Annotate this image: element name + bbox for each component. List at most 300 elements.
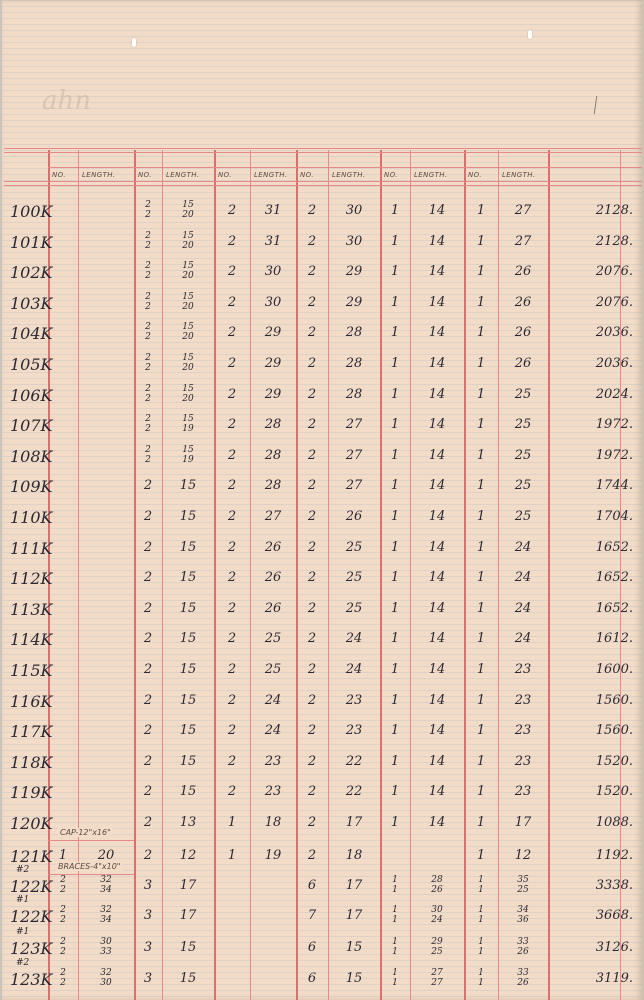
cell-sn: 1 [476,662,486,677]
cell-sn: 1 [476,600,486,616]
row-total-feet-bm: 3338. [595,878,633,893]
cell-pbl-top: 15 [182,383,194,394]
cell-cl: 14 [428,417,446,433]
cell-p8n: 2 [227,325,237,341]
cell-pbn: 2 [143,600,153,616]
cell-pbn: 2 [143,631,153,647]
row-total-feet-bm: 2076. [595,294,633,310]
cell-cl: 14 [428,753,446,769]
cell-bl-top: 32 [100,905,112,915]
cell-pbl: 15 [179,723,197,739]
cell-p8l: 30 [264,294,282,310]
cell-pbl: 15 [179,509,197,524]
cell-sl-bottom: 25 [517,885,529,895]
cell-cl-top: 27 [431,968,443,978]
cell-p8n: 2 [227,662,237,677]
cell-pbl-top: 15 [182,261,194,272]
punch-hole [132,38,136,47]
cell-pbn: 2 [143,570,153,586]
cell-p8n: 2 [227,233,237,249]
cell-pbn: 2 [143,784,153,800]
cell-cn-top: 1 [392,905,398,915]
cell-p12l: 15 [345,971,363,986]
cell-sn: 1 [476,417,486,433]
cell-sl: 17 [514,815,532,830]
cell-p12n: 2 [307,294,317,310]
cell-p12l: 17 [345,815,363,830]
cell-cn: 1 [390,203,400,218]
cell-p12l: 24 [345,631,363,647]
cell-pbn: 3 [143,908,153,923]
cell-pbn-top: 2 [145,383,151,394]
header-no: NO. [218,171,232,179]
cell-pbn-top: 2 [145,261,151,272]
header-length: LENGTH. [502,171,536,179]
cell-cn-bottom: 1 [392,915,398,925]
cell-sn: 1 [476,570,486,586]
cell-sl: 24 [514,631,532,647]
cell-p12n: 2 [307,815,317,830]
cell-p12n: 2 [307,692,317,708]
cell-p12n: 2 [307,386,317,402]
cell-p12l: 25 [345,570,363,586]
row-total-feet-bm: 1520. [595,753,633,769]
header-rule-bottom [4,181,642,186]
cell-pbl-top: 15 [182,322,194,333]
cell-p12l: 25 [345,539,363,555]
cell-pbl-top: 15 [182,291,194,302]
cell-p12l: 22 [345,784,363,800]
cell-cl: 14 [428,692,446,708]
row-total-feet-bm: 3119. [595,971,633,986]
cell-cn-bottom: 1 [392,978,398,988]
cell-pbn: 2 [143,815,153,830]
cell-p12n: 6 [307,940,317,955]
cell-pbn: 2 [143,662,153,677]
cell-cl: 14 [428,447,446,463]
cell-cn: 1 [390,723,400,739]
row-total-feet-bm: 1704. [595,509,633,524]
cell-cn-bottom: 1 [392,947,398,957]
cell-p12n: 2 [307,478,317,494]
cell-pbl-bottom: 19 [182,454,194,465]
cell-pbl: 15 [179,600,197,616]
cell-sl: 24 [514,539,532,555]
cell-cn: 1 [390,386,400,402]
cell-p12n: 6 [307,971,317,986]
cell-pbn-top: 2 [145,414,151,425]
cell-p12n: 2 [307,600,317,616]
cell-cl: 14 [428,784,446,800]
cell-pbn-bottom: 2 [145,424,151,435]
cell-sl: 27 [514,233,532,249]
header-no: NO. [138,171,152,179]
cell-sl: 26 [514,294,532,310]
cell-pbn-bottom: 2 [145,393,151,404]
bent-number: 103K [10,293,53,313]
cell-bl-top: 32 [100,875,112,885]
cell-cl: 14 [428,264,446,280]
cell-pbn: 2 [143,692,153,708]
cell-sn-top: 1 [478,968,484,978]
cell-sn: 1 [476,723,486,739]
cell-sn: 1 [476,233,486,249]
cell-cl: 14 [428,631,446,647]
cell-p8n: 1 [227,815,237,830]
bent-prefix: #2 [16,958,30,968]
cell-sl: 25 [514,447,532,463]
cell-pbn: 3 [143,971,153,986]
cell-cl: 14 [428,478,446,494]
cell-cn: 1 [390,509,400,524]
cell-cn: 1 [390,325,400,341]
cell-p8n: 2 [227,692,237,708]
row-total-feet-bm: 1192. [595,848,633,863]
column-rule [548,150,550,1000]
row-total-feet-bm: 1088. [595,815,633,830]
cell-pbl-bottom: 19 [182,424,194,435]
cell-p12l: 15 [345,940,363,955]
cell-p8n: 2 [227,203,237,218]
row-total-feet-bm: 1560. [595,723,633,739]
cell-pbl: 15 [179,631,197,647]
bent-number: 106K [10,385,53,405]
cell-p12n: 2 [307,784,317,800]
cell-p12l: 28 [345,386,363,402]
cell-sn: 1 [476,478,486,494]
cell-p8l: 26 [264,539,282,555]
cell-pbl: 15 [179,784,197,800]
cell-p8l: 28 [264,478,282,494]
cell-sn: 1 [476,447,486,463]
bent-number: 123K [10,970,53,989]
cell-cn: 1 [390,417,400,433]
row-total-feet-bm: 1652. [595,539,633,555]
bent-number: 111K [10,538,53,558]
cell-p12l: 22 [345,753,363,769]
cell-sl: 26 [514,325,532,341]
header-length: LENGTH. [414,171,448,179]
subheader-cap: CAP-12"x16" [60,828,111,837]
cell-sn: 1 [476,264,486,280]
cell-p12l: 17 [345,878,363,893]
column-rule [380,150,382,1000]
cell-pbl: 17 [179,878,197,893]
cell-sl-top: 34 [517,905,529,915]
cell-sn: 1 [476,325,486,341]
punch-hole [528,30,532,39]
cell-cl: 14 [428,570,446,586]
bent-number: 102K [10,263,53,283]
header-length: LENGTH. [332,171,366,179]
cell-p8n: 2 [227,631,237,647]
bent-prefix: #1 [16,895,30,905]
cell-bl-bottom: 30 [100,978,112,988]
bent-number: 122K [10,907,53,926]
cell-sl: 25 [514,386,532,402]
cell-sn: 1 [476,753,486,769]
cell-p12l: 17 [345,908,363,923]
cell-pbn-bottom: 2 [145,454,151,465]
cell-pbl-bottom: 20 [182,393,194,404]
cell-p12n: 2 [307,662,317,677]
cell-pbl-top: 15 [182,444,194,455]
cell-cl-bottom: 27 [431,978,443,988]
cell-cn: 1 [390,539,400,555]
bent-number: 114K [10,630,53,650]
cell-p12l: 29 [345,294,363,310]
column-rule [410,150,411,1000]
cell-p8n: 1 [227,848,237,863]
cell-p8n: 2 [227,386,237,402]
row-total-feet-bm: 2128. [595,233,633,249]
cell-p12n: 2 [307,509,317,524]
cell-sn-top: 1 [478,875,484,885]
cell-p8l: 24 [264,723,282,739]
cell-p8l: 25 [264,631,282,647]
cell-pbl: 12 [179,848,197,863]
cell-sn: 1 [476,815,486,830]
row-total-feet-bm: 1972. [595,417,633,433]
cell-p8l: 28 [264,447,282,463]
header-no: NO. [468,171,482,179]
cell-cn-top: 1 [392,968,398,978]
cell-pbn-bottom: 2 [145,271,151,282]
bent-number: 105K [10,355,53,374]
cell-pbn-bottom: 2 [145,363,151,373]
bent-number: 112K [10,569,53,589]
cell-p12n: 2 [307,203,317,218]
cell-bl-bottom: 34 [100,885,112,895]
cell-cl: 14 [428,233,446,249]
column-rule [78,150,79,1000]
cell-sl: 27 [514,203,532,218]
column-rule [250,150,251,1000]
cell-cn: 1 [390,478,400,494]
cell-pbn-bottom: 2 [145,240,151,251]
cell-pbn: 2 [143,848,153,863]
cell-p12l: 27 [345,417,363,433]
cell-p8l: 24 [264,692,282,708]
row-total-feet-bm: 1612. [595,631,633,647]
cell-p12n: 2 [307,233,317,249]
bent-number: 119K [10,783,53,803]
cell-sl-bottom: 36 [517,915,529,925]
cell-p8n: 2 [227,539,237,555]
row-total-feet-bm: 1744. [595,478,633,494]
cell-sl: 12 [514,848,532,863]
cell-sl-top: 33 [517,968,529,978]
cell-sn-bottom: 1 [478,947,484,957]
cell-p8l: 19 [264,848,282,863]
cell-sn: 1 [476,784,486,800]
cell-bl-bottom: 34 [100,915,112,925]
cell-p8l: 26 [264,600,282,616]
cell-p12n: 2 [307,325,317,341]
bent-number: 117K [10,722,53,742]
bent-number: 108K [10,446,53,466]
cell-sl-bottom: 26 [517,978,529,988]
cell-pbn-top: 2 [145,322,151,333]
cell-bn-top: 2 [60,905,66,915]
cell-pbn-bottom: 2 [145,301,151,312]
row-total-feet-bm: 1560. [595,692,633,708]
cell-p8l: 31 [264,203,282,218]
cell-p8n: 2 [227,784,237,800]
cell-sl: 23 [514,692,532,708]
cell-cl: 14 [428,723,446,739]
bent-number: 100K [10,202,53,221]
cell-p8l: 27 [264,509,282,524]
bent-number: 122K [10,877,53,896]
cell-p12n: 2 [307,539,317,555]
row-total-feet-bm: 1972. [595,447,633,463]
cell-pbl: 15 [179,662,197,677]
bent-prefix: #2 [16,865,30,875]
cell-sn-top: 1 [478,937,484,947]
cell-pbl: 15 [179,971,197,986]
cell-pbl: 15 [179,753,197,769]
cell-sl: 23 [514,723,532,739]
cell-bn-bottom: 2 [60,915,66,925]
cell-pbl-top: 15 [182,230,194,241]
cell-sn: 1 [476,692,486,708]
cell-p12n: 2 [307,753,317,769]
cell-p8n: 2 [227,753,237,769]
cell-pbl-top: 15 [182,353,194,363]
cell-cl: 14 [428,600,446,616]
cell-pbl-bottom: 20 [182,271,194,282]
cell-sn: 1 [476,509,486,524]
cell-pbl-bottom: 20 [182,301,194,312]
header-rule-top [4,148,642,153]
subheader-braces: BRACES-4"x10" [58,862,121,871]
bent-number: 109K [10,477,53,497]
cell-pbl-top: 15 [182,200,194,210]
cell-p12n: 6 [307,878,317,893]
cell-cn: 1 [390,784,400,800]
cell-p12l: 23 [345,723,363,739]
cell-pbl: 15 [179,570,197,586]
cell-pbn-top: 2 [145,230,151,241]
cell-sn: 1 [476,539,486,555]
cell-sl-top: 35 [517,875,529,885]
ledger-sheet [2,0,642,1000]
row-total-feet-bm: 1652. [595,570,633,586]
column-rule [498,150,499,1000]
cell-pbn: 3 [143,940,153,955]
cell-sn: 1 [476,294,486,310]
cell-bl: 20 [97,848,115,863]
cell-p8l: 29 [264,386,282,402]
cell-pbn-top: 2 [145,200,151,210]
cell-p8n: 2 [227,509,237,524]
cell-p12l: 27 [345,447,363,463]
cell-bl-top: 30 [100,937,112,947]
cell-sl: 23 [514,753,532,769]
column-rule [328,150,329,1000]
cell-cl-bottom: 25 [431,947,443,957]
cell-cl-bottom: 24 [431,915,443,925]
cell-bn: 1 [58,848,68,863]
bent-number: 121K [10,847,53,866]
cell-sl: 25 [514,478,532,494]
row-total-feet-bm: 3668. [595,908,633,923]
cell-p12n: 2 [307,447,317,463]
cell-pbl-bottom: 20 [182,240,194,251]
bent-number: 113K [10,599,53,619]
header-length: LENGTH. [254,171,288,179]
cell-p8l: 26 [264,570,282,586]
cell-cl-bottom: 26 [431,885,443,895]
cell-p12l: 29 [345,264,363,280]
row-total-feet-bm: 2036. [595,325,633,341]
cell-p12n: 2 [307,264,317,280]
cell-cl: 14 [428,386,446,402]
bent-number: 101K [10,232,53,252]
header-length: LENGTH. [166,171,200,179]
cell-sl: 24 [514,570,532,586]
cell-p8n: 2 [227,447,237,463]
bent-number: 104K [10,324,53,344]
row-total-feet-bm: 2076. [595,264,633,280]
cell-p8l: 25 [264,662,282,677]
cell-bl-top: 32 [100,968,112,978]
cell-p8l: 23 [264,784,282,800]
bent-number: 107K [10,416,53,436]
cell-sl: 24 [514,600,532,616]
cell-p12l: 28 [345,325,363,341]
cell-sl: 23 [514,662,532,677]
cell-pbn-top: 2 [145,291,151,302]
cell-p8n: 2 [227,570,237,586]
cell-sn: 1 [476,203,486,218]
cell-cl: 14 [428,662,446,677]
cell-cl-top: 29 [431,937,443,947]
cell-pbl: 15 [179,692,197,708]
cell-sn-bottom: 1 [478,978,484,988]
cell-p12l: 30 [345,233,363,249]
cell-cl: 14 [428,539,446,555]
cell-sn-bottom: 1 [478,915,484,925]
cell-cn: 1 [390,294,400,310]
cell-cl-top: 28 [431,875,443,885]
cell-p12n: 2 [307,848,317,863]
cell-pbn-top: 2 [145,444,151,455]
cell-sn: 1 [476,631,486,647]
row-total-feet-bm: 3126. [595,940,633,955]
cell-sn: 1 [476,356,486,371]
bent-number: 123K [10,939,53,958]
cell-sn: 1 [476,386,486,402]
cell-p12l: 24 [345,662,363,677]
cell-cn: 1 [390,570,400,586]
row-total-feet-bm: 1600. [595,662,633,677]
cell-p8l: 23 [264,753,282,769]
cell-p12l: 25 [345,600,363,616]
pencil-mark [594,96,597,114]
cell-bn-top: 2 [60,968,66,978]
cell-p12n: 2 [307,631,317,647]
column-rule [464,150,466,1000]
bent-number: 120K [10,814,53,833]
cell-p12l: 23 [345,692,363,708]
cell-pbn-top: 2 [145,353,151,363]
cell-sn-bottom: 1 [478,885,484,895]
cell-p12n: 2 [307,723,317,739]
header-no: NO. [300,171,314,179]
bent-number: 116K [10,691,53,711]
